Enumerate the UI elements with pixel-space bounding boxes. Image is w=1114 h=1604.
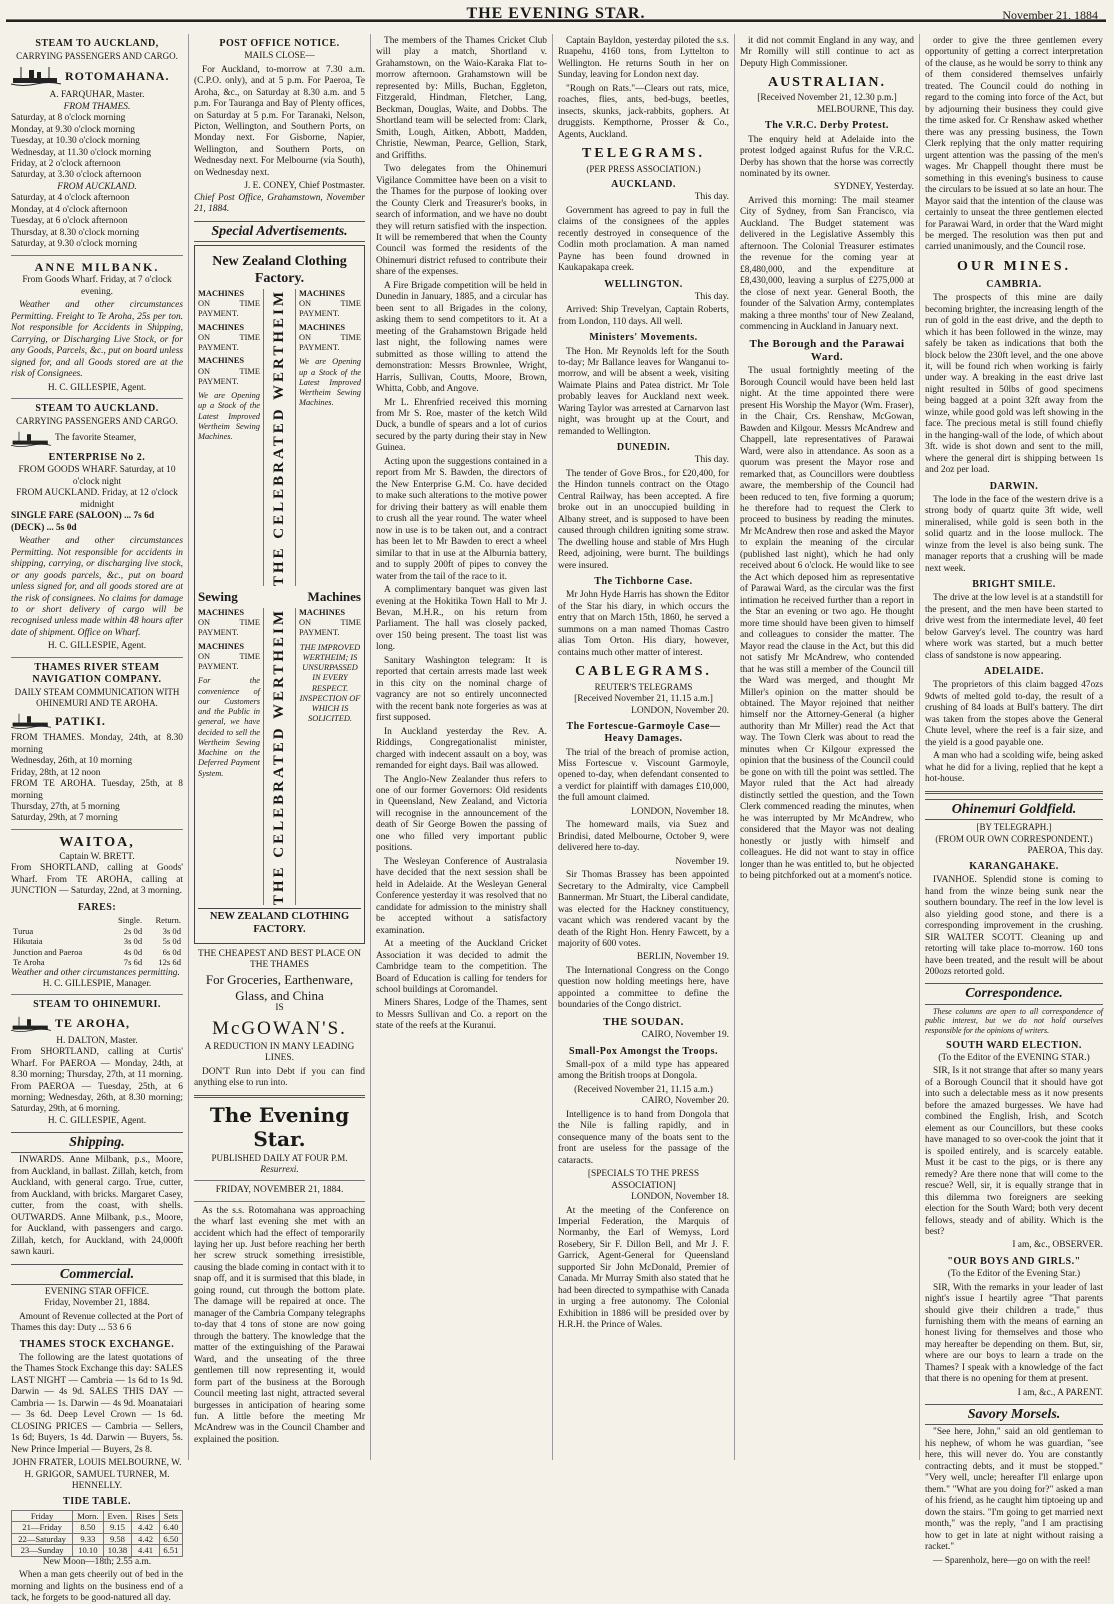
- article-body: The proprietors of this claim bagged 47ozs 9dwts of melted gold to-day, the result of a crushing of 84 loads at Bull's battery. The dirt was taken from the stopes above the General Chute level, where the reef is a fair size, and the yield is a good payable one.: [925, 680, 1103, 748]
- tide-cell: 9.58: [103, 1533, 132, 1544]
- fares-cell: Junction and Paeroa: [13, 946, 83, 957]
- mine-heading: ADELAIDE.: [984, 666, 1044, 678]
- ship-master: A. FARQUHAR, Master.: [49, 90, 145, 101]
- ad-terms-label: ON TIME PAYMENT.: [299, 332, 361, 353]
- divider: [194, 1180, 365, 1181]
- ad-sewing-row: [198, 589, 361, 605]
- tide-table: [11, 1510, 183, 1557]
- tide-column-header: Even.: [103, 1510, 132, 1521]
- mine-heading: CAMBRIA.: [986, 278, 1042, 290]
- issue-date: November 21, 1884: [1002, 8, 1098, 22]
- section-heading: Commercial.: [11, 1264, 183, 1285]
- ad-terms-label: ON TIME PAYMENT.: [198, 618, 260, 638]
- fares-cell: 7s 6d: [123, 957, 143, 968]
- ad-note: We are Opening up a Stock of the Latest Improved Wertheim Sewing Machines.: [299, 357, 361, 408]
- fares-cell: 3s 0d: [123, 936, 143, 947]
- article-body: Arrived this morning: The mail steamer City of Sydney, from San Francisco, via Auckland. The Budget statement was delivered in the Legislative Assembly this afternoon. The Colonial Treasurer estimates the revenue for the coming year at £8,480,000, and the expenditure at £8,430,000, leaving a surplus of £275,000 at the close of next year. General Booth, the founder of the Salvation Army, contemplates making a three months' tour of New Zealand, commencing in Auckland in January next.: [740, 195, 914, 333]
- editor-note: These columns are open to all correspondence of public interest, but we do not hold ourselves responsible for the opinions of writers.: [925, 1006, 1103, 1036]
- ad-heading: STEAM TO AUCKLAND,: [35, 38, 159, 49]
- article-heading: Ministers' Movements.: [589, 332, 698, 344]
- ad-machines-label: MACHINES: [299, 288, 346, 298]
- ship-block: [11, 712, 183, 730]
- received-note: [SPECIALS TO THE PRESS ASSOCIATION]: [587, 1169, 700, 1191]
- article-body: it did not commit England in any way, and Mr Romilly will still continue to act as Deputy High Commissioner.: [740, 36, 914, 69]
- divider: [11, 994, 183, 995]
- section-heading: Shipping.: [11, 1132, 183, 1153]
- article-body: In Auckland yesterday the Rev. A. Riddings, Congregationalist minister, charged with indecent assault on a boy, was remanded for eight days. Bail was allowed.: [376, 726, 547, 772]
- fares-cell: Hikutaia: [13, 936, 43, 947]
- letter-heading: SOUTH WARD ELECTION.: [946, 1039, 1082, 1051]
- article-date: Friday, November 21, 1884.: [44, 1298, 150, 1309]
- ad-terms-label: ON TIME PAYMENT.: [198, 332, 260, 353]
- advertisement-body: "Rough on Rats."—Clears out rats, mice, roaches, flies, ants, bed-bugs, beetles, insects, skunks, jack-rabbits, gophers. At druggists. Kempthorne, Prosser & Co., Agents, Auckland.: [558, 83, 729, 140]
- ad-grid: [198, 289, 361, 586]
- ad-body: From SHORTLAND, calling at Curtis' Wharf. For PAEROA — Monday, 24th, at 8.30 morning; Thursday, 27th, at 11 morning. From PAEROA — Tuesday, 25th, at 6 morning; Wednesday, 26th, at 8.30 morning; Saturday, 29th, at 6 morning.: [11, 1047, 183, 1115]
- ad-subheading: DAILY STEAM COMMUNICATION WITH OHINEMURI AND TE AROHA.: [14, 687, 180, 709]
- ship-master: Captain W. BRETT.: [59, 852, 135, 863]
- section-subheading: [BY TELEGRAPH.]: [976, 821, 1052, 832]
- ad-terms-label: ON TIME PAYMENT.: [299, 299, 361, 319]
- fares-cell: 6s 0d: [162, 946, 181, 957]
- letter-signature: I am, &c., OBSERVER.: [1012, 1240, 1103, 1251]
- ad-right-column: [299, 608, 361, 905]
- fares-cell: Single.: [118, 915, 143, 926]
- tide-cell: 4.42: [132, 1533, 159, 1544]
- ad-note: For the convenience of our Customers and the Public in general, we have decided to sell the Wertheim Sewing Machine on the Deferred Payment System.: [198, 676, 260, 778]
- dateline-place: CAIRO, November 20.: [641, 1096, 729, 1107]
- tide-cell: 6.40: [159, 1522, 182, 1533]
- masthead-rule: [6, 19, 1106, 22]
- article-body: When a man gets cheerily out of bed in the morning and lights on the business end of a tack, he forgets to be good-natured all day.: [11, 1570, 183, 1603]
- tide-column-header: Sets: [159, 1510, 182, 1521]
- letter-body: SIR, Is it not strange that after so many years of a Borough Council that it should have got into such a delectable mess as it now presents before the amazed burgesses. We have had combined the English, Irish, and Scotch element as our Councillors, but these cooks have managed to so over-cook the joint that it is spoiled entirely, and is scarcely eatable. Must it be cast to the pigs, or is there any remedy? Are there none that will come to the rescue? Well, sir, it is equally strange that in this dilemma two foreigners are seeking election for the South Ward; both very decent fellows, steady and of ability. Which is the best?: [925, 1066, 1103, 1237]
- section-subheading: (PER PRESS ASSOCIATION.): [586, 164, 701, 175]
- ship-block: [11, 1015, 183, 1033]
- ad-terms-label: ON TIME PAYMENT.: [299, 618, 361, 638]
- ad-heading: STEAM TO AUCKLAND.: [35, 403, 159, 415]
- grocer-ad-line: A REDUCTION IN MANY LEADING LINES.: [204, 1042, 355, 1064]
- article-body: As the s.s. Rotomahana was approaching the wharf last evening she met with an accident which had the effect of temporarily laying her up. Just before reaching her berth her screw struck something irresistible, causing the blade coming in contact with it to snap off, and it is surmised that this blade, in going round, cut through the bottom plate. The damage will be repaired at once. The manager of the Cambria Company telegraphs to-day that 4 tons of stone are now going through the battery. The knowledge that the matter of the extinguishing of the Parawai Ward, and the unseating of the three gentlemen till now representing it, would form part of the business at the Borough Council meeting last night, attracted several burgesses in anticipation of hearing some fun. A little before the meeting Mr McAndrew was in the Council Chamber and explained the position.: [194, 1205, 365, 1445]
- column-2: [188, 34, 370, 1460]
- dateline-date: This day.: [694, 291, 729, 302]
- article-body: Amount of Revenue collected at the Port of Thames this day: Duty ... 53 6 6: [11, 1311, 183, 1334]
- tide-row: [12, 1522, 183, 1533]
- ad-grid: [198, 608, 361, 905]
- steamship-icon: [11, 430, 51, 448]
- column-six-mines: [919, 34, 1108, 1566]
- article-body: The usual fortnightly meeting of the Borough Council would have been held last night. At the time appointed there were present His Worship the Mayor (Wm. Fraser), in the Chair, Crs. Renshaw, McGowan, Bawden and Kilgour. Messrs McAndrew and Chappell, late representatives of Parawai Ward, were also in attendance. As soon as a quorum was present the Mayor rose and remarked that, as Councillors were doubtless aware, the membership of the Council had been reduced to ten, five forming a quorum; he therefore had to request the Clerk to proceed to business by reading the minutes. Mr McAndrew then rose and asked the Mayor to explain the meaning of the circular (published last night), which he had only received about 6 o'clock. He would like to see the Act which deposed him as representative of Parawai Ward, as the circular was the first intimation he received further than a report in the Star an evening or two ago. He thought more time should have been given to himself and colleagues to consider the matter. The Mayor read the clause in the Act, but this did not satisfy Mr McAndrew, who contended that he was still a member of the Council till the Ward was merged, and thought Mr Miller's opinion on the matter should be obtained. The Mayor rejoined that neither himself nor the Attorney-General (a higher authority than Mr Miller) read the Act that way. The Town Clerk was about to read the minutes when Cr Kilgour expressed the opinion that the business of the Council could be gone on with till the point was settled. The Mayor ruled that the Act had already distinctly settled the question, and the Town Clerk commenced reading the minutes, when he was interrupted by Mr McAndrew, who considered that the Mayor was not dealing honestly or justly with himself and colleagues. He did not want to stay in office longer than he was entitled to, but he objected to being pitchforked out at a moment's notice.: [740, 366, 914, 882]
- ship-block: [11, 65, 183, 87]
- article-body: Miners Shares, Lodge of the Thames, sent to Messrs Sullivan and Co. a report on the state of the reefs at the Kuranui.: [376, 998, 547, 1032]
- fares-row: [11, 936, 183, 946]
- article-body: A Fire Brigade competition will be held in Dunedin in January, 1885, and a circular has been sent to all Brigades in the colony, asking them to send competitors to it. At a meeting of the Grahamstown Brigade held last night, the following names were submitted as those willing to attend the demonstration: Messrs Brownlee, Wright, Harris, Sullivan, Coutts, Moore, Brown, Whitta, Cobb, and Angove.: [376, 280, 547, 395]
- fares-cell: 4s 0d: [123, 946, 143, 957]
- section-heading: Correspondence.: [925, 983, 1103, 1004]
- letter-address: (To the Editor of the Evening Star.): [947, 1269, 1081, 1280]
- ad-left-column: [198, 289, 260, 586]
- fare-line: SINGLE FARE (SALOON) ... 7s 6d (DECK) ... 5s 0d: [11, 511, 155, 533]
- moon-phase: New Moon—18th; 2.55 a.m.: [42, 1556, 152, 1567]
- article-body: The Anglo-New Zealander thus refers to one of our former Governors: Old residents in Queensland, New Zealand, and Victoria will recognise in the announcement of the death of Sir George Bowen the passing of one who filled very important public positions.: [376, 774, 547, 854]
- divider: [11, 657, 183, 658]
- notice-subheading: MAILS CLOSE—: [244, 51, 315, 62]
- article-body: The trial of the breach of promise action, Miss Fortescue v. Viscount Garmoyle, opened to-day, when defendant consented to a verdict for plaintiff with damages £10,000, the full amount claimed.: [558, 747, 729, 804]
- ad-subheading: CARRYING PASSENGERS AND CARGO.: [16, 51, 178, 62]
- tide-cell: 10.38: [103, 1545, 132, 1556]
- fares-cell: Return.: [155, 915, 181, 926]
- ad-machines-label: MACHINES: [198, 322, 245, 332]
- clothing-factory-ad: [194, 245, 365, 944]
- column-4: [552, 34, 734, 1460]
- steamship-icon: [11, 1015, 51, 1033]
- article-body: The members of the Thames Cricket Club will play a match, Shortland v. Grahamstown, on the Waio-Karaka Flat to-morrow afternoon. Grahamstown will be represented by: Mills, Buchan, Eggleton, Fitzgerald, Hindman, Fletcher, Lang, Beckman, Douglas, Waite, and Dobbs. The Shortland team will be selected from: Clark, Smith, Lough, Aitken, Abbott, Madden, Christie, Newman, Pearce, Gellion, Stark, and Griffiths.: [376, 36, 547, 161]
- publication-note: PUBLISHED DAILY AT FOUR P.M.: [211, 1152, 348, 1163]
- ad-note: THE IMPROVED WERTHEIM; IS UNSURPASSED IN EVERY RESPECT. INSPECTION OF WHICH IS SOLICITED.: [299, 642, 361, 724]
- received-note: [Received November 21, 11.15 a.m.]: [574, 694, 713, 705]
- ad-note: Weather and other circumstances Permitting. Not responsible for accidents in shipping, carrying, or discharging live stock, or any goods parcels, &c., put on board unless signed for, and all goods stored are at the risk of consignees. No claims for damage to or short delivery of cargo will be recognised unless made within 48 hours after date of shipment. Office on Wharf.: [11, 536, 183, 638]
- article-body: The International Congress on the Congo question now holding meetings here, have appointed a committee to define the boundaries of the Congo district.: [558, 965, 729, 1011]
- ad-body: From Goods Wharf. Friday, at 7 o'clock evening.: [22, 275, 172, 297]
- dateline-place: November 19.: [675, 856, 729, 867]
- article-body: Small-pox of a mild type has appeared among the British troops at Dongola.: [558, 1059, 729, 1082]
- fares-cell: Te Aroha: [13, 957, 45, 968]
- ad-machines-word: Machines: [307, 589, 361, 605]
- newspaper-title: THE EVENING STAR.: [466, 5, 646, 22]
- ad-heading: STEAM TO OHINEMURI.: [33, 999, 161, 1011]
- article-body: The homeward mails, via Suez and Brindisi, dated Melbourne, October 9, were delivered here to-day.: [558, 820, 729, 854]
- column-1: [6, 34, 188, 1603]
- ad-right-column: [299, 289, 361, 586]
- ship-name: ENTERPRISE No 2.: [48, 452, 146, 464]
- article-heading: The Fortescue-Garmoyle Case—Heavy Damages.: [566, 721, 721, 745]
- motto: Resurrexi.: [260, 1164, 299, 1175]
- dateline-place: AUCKLAND.: [611, 179, 676, 191]
- article-body: "See here, John," said an old gentleman to his nephew, of whom he was guardian, "see here, this will never do. You are constantly contracting debts, and it must be stopped." "Very well, uncle; hereafter I'll enlarge upon them." "What are you doing for?" asked a man of his friend, as he caught him tiptoeing up and down the stairs. "I'm going to get married next month," was the reply, "and I am practising how to get in late at night without raising a racket.": [925, 1427, 1103, 1553]
- article-heading: The Tichborne Case.: [594, 576, 693, 588]
- article-body: The Hon. Mr Reynolds left for the South to-day; Mr Ballance leaves for Wanganui to-morrow, and will be absent a week, visiting Waimate Plains and Patea district. Mr Tole probably leaves for Auckland next week. Waring Taylor was arrested at Carnarvon last night, was brought up at the Court, and remanded to Wellington.: [558, 346, 729, 437]
- fares-row: [11, 915, 183, 925]
- ad-left-column: [198, 608, 260, 905]
- tide-cell: 23—Sunday: [12, 1545, 73, 1556]
- departure-origin: FROM AUCKLAND.: [57, 181, 137, 192]
- notice-heading: POST OFFICE NOTICE.: [219, 38, 340, 49]
- ad-body: From SHORTLAND, calling at Goods' Wharf. From TE AROHA, calling at JUNCTION — Saturday, 22nd, at 3 morning.: [11, 863, 183, 897]
- steamship-icon: [11, 712, 51, 730]
- ship-name: TE AROHA,: [55, 1016, 131, 1031]
- article-body: A complimentary banquet was given last evening at the Hokitika Town Hall to Mr J. Bevan, M.H.R., on his return from Parliament. The hall was closely packed, over 150 being present. The toast list was long.: [376, 585, 547, 653]
- article-body: The tender of Gove Bros., for £20,400, for the Hindon tunnels contract on the Otago Central Railway, has been accepted. A fire broke out in an unoccupied building in Albany street, and is supposed to have been caused through children igniting some straw. The dwelling house and stable of Mrs Hugh Reed, adjoining, were burnt. The buildings were insured.: [558, 468, 729, 571]
- tide-cell: 22—Saturday: [12, 1533, 73, 1544]
- mine-heading: KARANGAHAKE.: [969, 861, 1059, 873]
- ad-heading: THAMES RIVER STEAM NAVIGATION COMPANY.: [32, 661, 162, 686]
- received-note: (Received November 21, 11.15 a.m.): [574, 1084, 713, 1095]
- ad-machines-label: MACHINES: [198, 607, 245, 617]
- dateline-place: LONDON, November 18.: [631, 806, 729, 817]
- article-heading: THE SOUDAN.: [603, 1015, 684, 1028]
- divider: [11, 398, 183, 399]
- dateline-place: LONDON, November 18.: [631, 1192, 729, 1203]
- ad-vertical-text: THE CELEBRATED WERTHEIM: [271, 288, 288, 587]
- grocer-ad-line: For Groceries, Earthenware, Glass, and China: [205, 971, 354, 1003]
- letter-heading: "OUR BOYS AND GIRLS.": [947, 1255, 1081, 1267]
- dateline-place: WELLINGTON.: [604, 278, 683, 290]
- grocer-name: McGOWAN'S.: [212, 1017, 347, 1039]
- tide-row: [12, 1533, 183, 1544]
- article-body: The enquiry held at Adelaide into the protest lodged against Rufus for the V.R.C. Derby has shown that the horse was correctly nominated by its owner.: [740, 134, 914, 180]
- article-body: Mr L. Ehrenfried received this morning from Mr S. Roe, master of the ketch Wild Duck, a bundle of spears and a lot of curios secured by the party during their stay in New Guinea.: [376, 397, 547, 454]
- departure-times: FROM THAMES. Monday, 24th, at 8.30 morning Wednesday, 26th, at 10 morning Friday, 28th, at 12 noon FROM TE AROHA. Tuesday, 25th, at 8 morning Thursday, 27th, at 5 morning Saturday, 29th, at 7 morning: [11, 733, 183, 824]
- article-body: Acting upon the suggestions contained in a report from Mr S. Bawden, the directors of the New Enterprise G.M. Co. have decided to make such alterations to the motive power for driving their battery as will enable them to crush all the year round. The water wheel now in use is to be taken out, and a contract has been let to Mr Bawden to erect a wheel similar to that in use at the Alburnia battery, and to supply 200ft of pipes to convey the water from the tail of the race to it.: [376, 456, 547, 582]
- fares-cell: Turua: [13, 925, 34, 936]
- newspaper-nameplate: The Evening Star.: [209, 1102, 350, 1152]
- article-heading: Small-Pox Amongst the Troops.: [569, 1045, 718, 1057]
- dateline-place: SYDNEY, Yesterday.: [834, 182, 914, 193]
- tide-column-header: Rises: [132, 1510, 159, 1521]
- ad-note: Weather and other circumstances Permitting. Freight to Te Aroha, 25s per ton. Not responsible for Accidents in Shipping, Carrying, or Discharging Live Stock, or for any Goods, Parcels, &c., put on board unless signed for, and all Goods stored are at the risk of Consignees.: [11, 300, 183, 380]
- ship-name: PATIKI.: [55, 713, 106, 728]
- ad-intro: The favorite Steamer,: [55, 433, 137, 444]
- tide-cell: 10.10: [73, 1545, 103, 1556]
- fares-table: [11, 915, 183, 967]
- dateline-date: This day.: [694, 455, 729, 466]
- ad-machines-label: MACHINES: [198, 641, 245, 651]
- dateline-place: BERLIN, November 19.: [636, 952, 729, 963]
- ship-name: ANNE MILBANK.: [34, 259, 160, 274]
- column-3: [370, 34, 552, 1460]
- dateline-place: LONDON, November 20.: [631, 705, 729, 716]
- divider: [11, 829, 183, 830]
- article-heading: The Borough and the Parawai Ward.: [749, 337, 905, 363]
- section-heading: Savory Morsels.: [925, 1404, 1103, 1425]
- fares-row: [11, 947, 183, 957]
- notice-date: Chief Post Office, Grahamstown, November 21, 1884.: [194, 192, 365, 215]
- ad-sewing-word: Sewing: [198, 589, 238, 605]
- section-heading: CABLEGRAMS.: [575, 664, 712, 680]
- grocer-ad-line: THE CHEAPEST AND BEST PLACE ON THE THAMES: [198, 948, 361, 971]
- section-heading: OUR MINES.: [956, 258, 1071, 274]
- ad-vertical-banner: [263, 608, 296, 905]
- article-body: IVANHOE. Splendid stone is coming to hand from the winze being sunk near the southern boundary. The reef in the low level is also yielding good stone, and there is a corresponding improvement in the crushing. SIR WALTER SCOTT. Cleaning up and retorting will take place to-morrow. 160 tons have been treated, and the result will be about 200ozs retorted gold.: [925, 875, 1103, 977]
- tide-cell: 6.50: [159, 1533, 182, 1544]
- dateline-date: This day.: [694, 192, 729, 203]
- article-heading: The V.R.C. Derby Protest.: [765, 120, 889, 132]
- fares-cell: [11, 915, 107, 925]
- divider: [925, 791, 1103, 794]
- article-subheading: EVENING STAR OFFICE.: [44, 1286, 150, 1297]
- dateline-place: PAEROA, This day.: [1027, 845, 1103, 856]
- article-body: Intelligence is to hand from Dongola that the Nile is falling rapidly, and in consequence many of the boats sent to the front are useless for the passage of the cataracts.: [558, 1109, 729, 1166]
- ad-signature: H. C. GILLESPIE, Agent.: [47, 1115, 147, 1126]
- ad-machines-label: MACHINES: [299, 322, 346, 332]
- ad-note: We are Opening up a Stock of the Latest Improved Wertheim Sewing Machines.: [198, 391, 260, 442]
- fares-note: Weather and other circumstances permitting.: [11, 967, 180, 978]
- column-5: [734, 34, 919, 1460]
- article-body: The prospects of this mine are daily becoming brighter, the increasing length of the run of gold in the east drive, and the depth to which it has been followed in the winze, may safely be taken as indications that both the block below the 230ft level, and the one above it, will be found rich when working is fairly under way. A breaking in the east drive last night resulted in 50lbs of good specimens being bagged at a point 32ft away from the winze, while good gold was left showing in the face. The precious metal is still found chiefly in the hanging-wall of the lode, of which about 3ft. wide is shot down and sent to the mill, where the general dirt is shipping between 1s and 2oz per load.: [925, 293, 1103, 476]
- departure-origin: FROM THAMES.: [63, 101, 131, 112]
- column-6-content: [734, 34, 745, 1460]
- divider: [194, 1095, 365, 1098]
- ad-machines-label: MACHINES: [299, 607, 346, 617]
- fares-cell: 2s 0d: [123, 925, 143, 936]
- section-subheading: (FROM OUR OWN CORRESPONDENT.): [935, 833, 1093, 844]
- ad-signature: H. C. GILLESPIE, Agent.: [47, 641, 147, 652]
- article-body: — Sparenholz, here—go on with the reel!: [933, 1555, 1091, 1566]
- tide-cell: 4.41: [132, 1545, 159, 1556]
- tide-table-heading: TIDE TABLE.: [63, 1496, 131, 1508]
- article-body: At a meeting of the Auckland Cricket Association it was decided to admit the Cambridge team to the competition. The Board of Education is calling for tenders for school buildings at Coromandel.: [376, 939, 547, 995]
- article-body: Sanitary Washington telegram: It is reported that certain arrests made last week in this city on the nominal charge of vagrancy are not so entirely unconnected with the recent bank note forgeries as was at first supposed.: [376, 655, 547, 724]
- letter-signature: I am, &c., A PARENT.: [1017, 1387, 1103, 1398]
- ad-footer: NEW ZEALAND CLOTHING FACTORY.: [198, 908, 361, 937]
- article-body: INWARDS. Anne Milbank, p.s., Moore, from Auckland, in ballast. Zillah, ketch, from Auckland, with general cargo. True, cutter, from Auckland, with bricks. Margaret Casey, cutter, from the coast, with shells. OUTWARDS. Anne Milbank, p.s., Moore, for Auckland, with passengers and cargo. Zillah, ketch, for Auckland, with 24,000ft sawn kauri.: [11, 1155, 183, 1258]
- article-body: The following are the latest quotations of the Thames Stock Exchange this day: SALES LAST NIGHT — Cambria — 1s 6d to 1s 9d. Darwin — 4s 9d. SALES THIS DAY — Cambria — 1s. Darwin — 4s 9d. Moanataiari — 3s 6d. Deep Level Crown — 1s 6d. CLOSING PRICES — Cambria — Sellers, 1s 6d; Buyers, 1s 4d. Darwin — Buyers, 5s. New Prince Imperial — Buyers, 2s 8.: [11, 1352, 183, 1455]
- article-body: At the meeting of the Conference on Imperial Federation, the Marquis of Normanby, the Earl of Wemyss, Lord Rosebery, Sir F. Dillon Bell, and Mr J. F. Garrick, Agent-General for Queensland supported Sir John McDonald, Premier of Canada. Mr Murray Smith also stated that he had been directed to sympathise with Canada in urging a free autonomy. The Colonial Exhibition in 1886 will be presided over by H.R.H. the Prince of Wales.: [558, 1205, 729, 1331]
- letter-body: SIR, With the remarks in your leader of last night's issue I heartily agree "That parents should give their children a trade," thus furnishing them with the means of earning an honest living for themselves and those who may hereafter be depending on them. But, sir, where are our boys to learn a trade on the Thames? I speak with a knowledge of the fact that there is no opening for them at present.: [925, 1282, 1103, 1385]
- section-heading: Special Advertisements.: [194, 221, 365, 242]
- fares-row: [11, 926, 183, 936]
- letter-address: (To the Editor of the EVENING STAR.): [938, 1052, 1090, 1063]
- section-heading: AUSTRALIAN.: [767, 75, 887, 91]
- section-heading: TELEGRAMS.: [582, 146, 705, 162]
- tide-cell: 9.33: [73, 1533, 103, 1544]
- article-body: The drive at the low level is at a standstill for the present, and the men have been started to drive west from the intermediate level, 40 feet below Garvey's level. The country was hard where work was started, but a much better class of sandstone is now appearing.: [925, 593, 1103, 661]
- received-note: [Received November 21, 12.30 p.m.]: [757, 93, 897, 104]
- tide-cell: 6.51: [159, 1545, 182, 1556]
- tide-row: [12, 1545, 183, 1556]
- ad-signature: H. C. GILLESPIE, Manager.: [42, 978, 152, 989]
- departure-times: Saturday, at 4 o'clock afternoon Monday, at 4 o'clock afternoon Tuesday, at 6 o'clock afternoon Thursday, at 8.30 o'clock morning Saturday, at 9.30 o'clock morning: [11, 193, 140, 250]
- tide-cell: 4.42: [132, 1522, 159, 1533]
- notice-body: For Auckland, to-morrow at 7.30 a.m. (C.P.O. only), and at 5 p.m. For Paeroa, Te Aroha, &c., on Saturday at 8.30 a.m. and 5 p.m. For Tauranga and Bay of Plenty offices, on Saturday at 5 p.m. For Taranaki, Nelson, Picton, Wellington, and Southern Ports, on Monday next. For Gisborne, Napier, Wellington, and Southern Ports, on Wednesday next. For Melbourne (via South), on Wednesday next.: [194, 64, 365, 178]
- ship-block: [11, 430, 183, 448]
- ship-name: ROTOMAHANA.: [65, 68, 170, 83]
- ad-terms-label: ON TIME PAYMENT.: [198, 366, 260, 386]
- mine-heading: DARWIN.: [989, 480, 1039, 492]
- departure-times: Saturday, at 8 o'clock morning Monday, at 9.30 o'clock morning Tuesday, at 10.30 o'clock morning Wednesday, at 11.30 o'clock morning Friday, at 2 o'clock afternoon Saturday, at 3.30 o'clock afternoon: [11, 113, 152, 181]
- article-body: Captain Bayldon, yesterday piloted the s.s. Ruapehu, 4160 tons, from Lyttelton to Wellington. He returns South in her on Sunday, leaving for London next day.: [558, 36, 729, 81]
- dateline-place: MELBOURNE, This day.: [816, 104, 914, 115]
- article-body: The lode in the face of the western drive is a strong body of quartz quite 3ft wide, well mineralised, while gold is seen both in the solid quartz and in the loose mullock. The winze from the level is also being sunk. The manager reports that a crushing will be made next week.: [925, 494, 1103, 574]
- ad-signature: H. C. GILLESPIE, Agent.: [47, 382, 147, 393]
- article-body: Arrived: Ship Trevelyan, Captain Roberts, from London, 110 days. All well.: [558, 305, 729, 327]
- ad-terms-label: ON TIME PAYMENT.: [198, 299, 260, 319]
- tide-column-header: Morn.: [73, 1510, 103, 1521]
- grocer-ad-is: IS: [275, 1003, 284, 1014]
- masthead: [6, 4, 1106, 26]
- leader-date: FRIDAY, NOVEMBER 21, 1884.: [215, 1185, 344, 1196]
- article-body: order to give the three gentlemen every opportunity of getting a correct interpretation of the clause, as he would be sorry to think any of them considered themselves unfairly treated. The Council could do nothing in regard to the coming into force of the Act, but by adjourning their business they could give the time asked for. Cr Renshaw asked whether there was any pressing business, the Town Clerk replying that the only matter requiring urgent attention was the passing of the men's wages. Mr Chappell thought there must be something in this evening's business to cause the circulars to be issued at so late an hour. The Mayor said that the intention of the clause was certainly to unseat the three gentlemen elected for Parawai Ward, in order that the Ward might be merged. The resolution was then put and carried unanimously, and the Council rose.: [925, 36, 1103, 253]
- section-heading: Ohinemuri Goldfield.: [925, 799, 1103, 820]
- ad-machines-label: MACHINES: [198, 356, 245, 366]
- section-subheading: REUTER'S TELEGRAMS: [594, 682, 693, 693]
- tide-cell: 8.50: [73, 1522, 103, 1533]
- ship-name: WAITOA,: [59, 834, 135, 850]
- article-body: The Wesleyan Conference of Australasia have decided that the next session shall be held in Adelaide. At the Wesleyan General Conference yesterday it was resolved that no candidate for admission to the ministry shall be accepted without a satisfactory examination.: [376, 856, 547, 936]
- article-body: Two delegates from the Ohinemuri Vigilance Committee have been on a visit to the Thames for the purpose of looking over the County Clerk and Treasurer's books, in search of information, and we have no doubt they will return satisfied with the inspection. It will be remembered that when the County Council was formed the residents of the Ohinemuri district refused to contribute their share of the expenses.: [376, 164, 547, 278]
- article-body: Government has agreed to pay in full the claims of the consignees of the apples recently destroyed in consequence of the Codlin moth proclamation. A man named Payne has been found drowned in Kaukapakapa creek.: [558, 205, 729, 274]
- article-body: A man who had a scolding wife, being asked what he did for a living, replied that he kept a hot-house.: [925, 751, 1103, 785]
- article-signature: JOHN FRATER, LOUIS MELBOURNE, W. H. GRIGOR, SAMUEL TURNER, M. HENNELLY.: [12, 1458, 182, 1491]
- tide-column-header: Friday: [12, 1510, 73, 1521]
- fares-row: [11, 957, 183, 967]
- ad-machines-label: MACHINES: [198, 288, 245, 298]
- divider: [194, 1201, 365, 1202]
- fares-cell: 12s 6d: [158, 957, 181, 968]
- dateline-place: CAIRO, November 19.: [641, 1030, 729, 1041]
- notice-signature: J. E. CONEY, Chief Postmaster.: [244, 181, 365, 192]
- ship-master: H. DALTON, Master.: [56, 1035, 138, 1046]
- article-body: Sir Thomas Brassey has been appointed Secretary to the Admiralty, vice Campbell Bannerman. Mr Stuart, the Liberal candidate, was elected for the Hackney constituency, vacant which was rendered vacant by the death of the Right Hon. Henry Fawcett, by a majority of 600 votes.: [558, 870, 729, 949]
- ad-vertical-banner: [263, 289, 296, 586]
- ad-heading: New Zealand Clothing Factory.: [212, 253, 347, 286]
- tide-cell: 9.15: [103, 1522, 132, 1533]
- fares-cell: 3s 0d: [162, 925, 181, 936]
- fares-heading: FARES:: [77, 901, 117, 913]
- article-heading: THAMES STOCK EXCHANGE.: [19, 1338, 175, 1350]
- steamship-icon: [11, 65, 61, 87]
- dateline-place: DUNEDIN.: [616, 442, 671, 454]
- grocer-ad-line: DON'T Run into Debt if you can find anything else to run into.: [194, 1066, 365, 1089]
- fares-cell: 5s 0d: [162, 936, 181, 947]
- mine-heading: BRIGHT SMILE.: [972, 579, 1056, 591]
- ad-subheading: CARRYING PASSENGERS AND CARGO.: [16, 416, 178, 427]
- divider: [11, 255, 183, 256]
- departure-times: FROM GOODS WHARF. Saturday, at 10 o'clock night FROM AUCKLAND. Friday, at 12 o'clock midnight: [16, 465, 178, 510]
- article-body: Mr John Hyde Harris has shown the Editor of the Star his diary, in which occurs the entry that on March 15th, 1860, he served a summons on a man named Thomas Castro alias Tom Orton. His diary, however, contains much other matter of interest.: [558, 590, 729, 658]
- ad-vertical-text: THE CELEBRATED WERTHEIM: [271, 607, 288, 906]
- tide-cell: 21—Friday: [12, 1522, 73, 1533]
- ad-terms-label: ON TIME PAYMENT.: [198, 651, 260, 672]
